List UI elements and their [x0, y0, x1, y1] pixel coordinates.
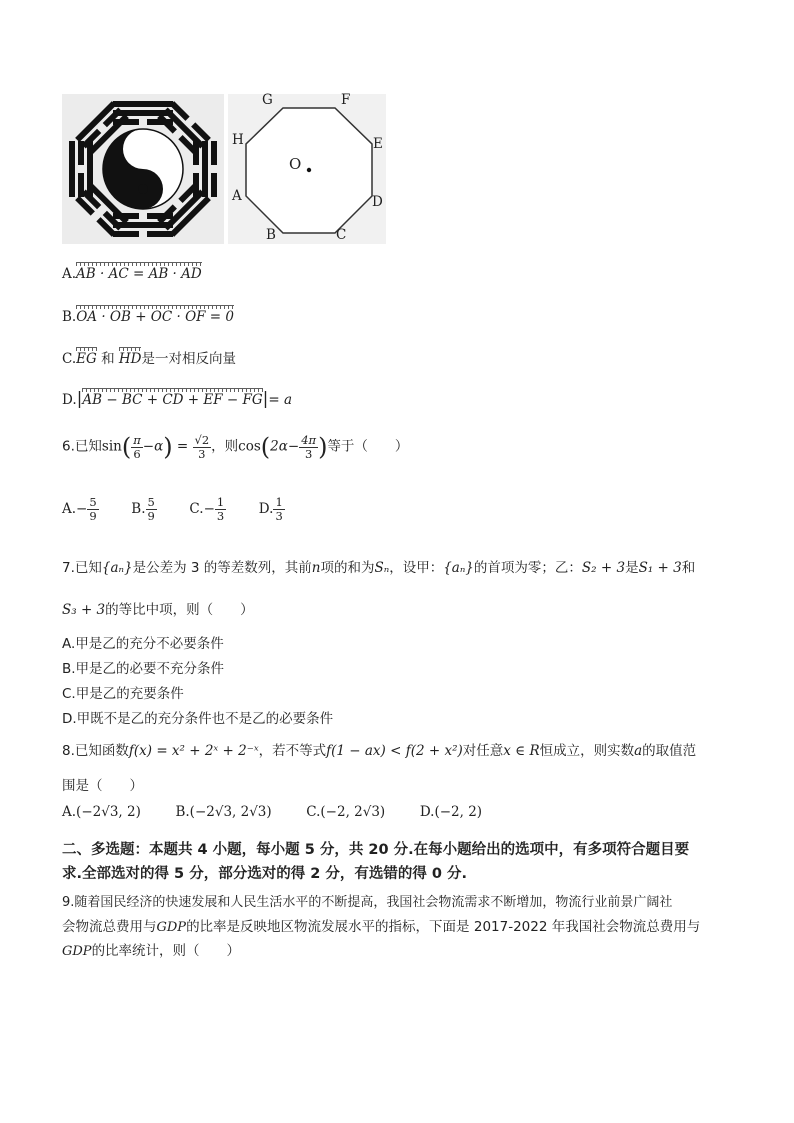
octagon-figure	[228, 94, 386, 244]
q6-option-d: D. $\frac{1}{3}$	[258, 495, 283, 523]
vertex-label-c: C	[336, 227, 347, 243]
q9-stem-line1: 9.随着国民经济的快速发展和人民生活水平的不断提高，我国社会物流需求不断增加，物流行业前景广阔社	[62, 895, 673, 910]
q8-option-b: B.(−2√3, 2√3)	[175, 804, 272, 820]
q7-option-d: D.甲既不是乙的充分条件也不是乙的必要条件	[62, 711, 334, 727]
vertex-label-a: A	[232, 188, 242, 204]
section2-heading-line2: 求.全部选对的得 5 分，部分选对的得 2 分，有选错的得 0 分.	[62, 866, 468, 882]
q7-option-c: C.甲是乙的充要条件	[62, 686, 184, 702]
vertex-label-b: B	[266, 227, 276, 243]
q9-stem-line3: GDP的比率统计，则（ ）	[62, 943, 241, 959]
q8-option-c: C.(−2, 2√3)	[306, 804, 386, 820]
q7-option-a: A.甲是乙的充分不必要条件	[62, 636, 224, 652]
q9-stem-line2: 会物流总费用与GDP的比率是反映地区物流发展水平的指标，下面是 2017-2022 年我国社会物流总费用与	[62, 919, 701, 935]
q8-option-d: D.(−2, 2)	[419, 804, 483, 820]
q7-stem-line1: 7.已知{aₙ}是公差为 3 的等差数列，其前n项的和为Sₙ，设甲：{aₙ}的首项为零；乙：S₂ + 3是S₁ + 3和	[62, 560, 696, 576]
vertex-label-h: H	[232, 132, 244, 148]
bagua-figure	[62, 94, 224, 244]
q5-option-b: B.OA · OB + OC · OF = 0	[62, 309, 234, 325]
q7-stem-line2: S₃ + 3的等比中项，则（ ）	[62, 602, 254, 618]
q8-options	[62, 804, 482, 820]
q8-option-a: A.(−2√3, 2)	[62, 804, 141, 820]
q6-option-b: B. $\frac{5}{9}$	[131, 495, 155, 523]
q8-stem-line1: 8.已知函数f(x) = x² + 2ˣ + 2⁻ˣ，若不等式f(1 − ax) < f(2 + x²)对任意x ∈ R恒成立，则实数a的取值范	[62, 743, 697, 759]
vertex-label-g: G	[262, 92, 273, 108]
q6-option-c: C.− $\frac{1}{3}$	[189, 495, 225, 523]
q6-options	[62, 496, 285, 522]
yin-yang-icon	[103, 129, 183, 209]
q5-option-d: D.|AB − BC + CD + EF − FG|= a	[62, 389, 293, 409]
q8-stem-line2: 围是（ ）	[62, 778, 143, 794]
q6-option-a: A.− $\frac{5}{9}$	[62, 495, 97, 523]
vertex-label-e: E	[373, 136, 383, 152]
center-label-o: O	[289, 155, 302, 173]
vertex-label-d: D	[372, 194, 383, 210]
q6-stem: 6.已知sin( $\frac{\pi}{6}$ −α) = $\frac{√2}{3}$ ，则cos(2α− $\frac{4\pi}{3}$ )等于（ ）	[62, 433, 409, 462]
q5-option-c: C.EG 和 HD是一对相反向量	[62, 351, 236, 367]
section2-heading-line1: 二、多选题：本题共 4 小题，每小题 5 分，共 20 分.在每小题给出的选项中，有多项符合题目要	[62, 842, 690, 858]
q5-option-a: A.AB · AC = AB · AD	[62, 266, 202, 282]
q7-option-b: B.甲是乙的必要不充分条件	[62, 661, 225, 677]
vertex-label-f: F	[341, 92, 351, 108]
